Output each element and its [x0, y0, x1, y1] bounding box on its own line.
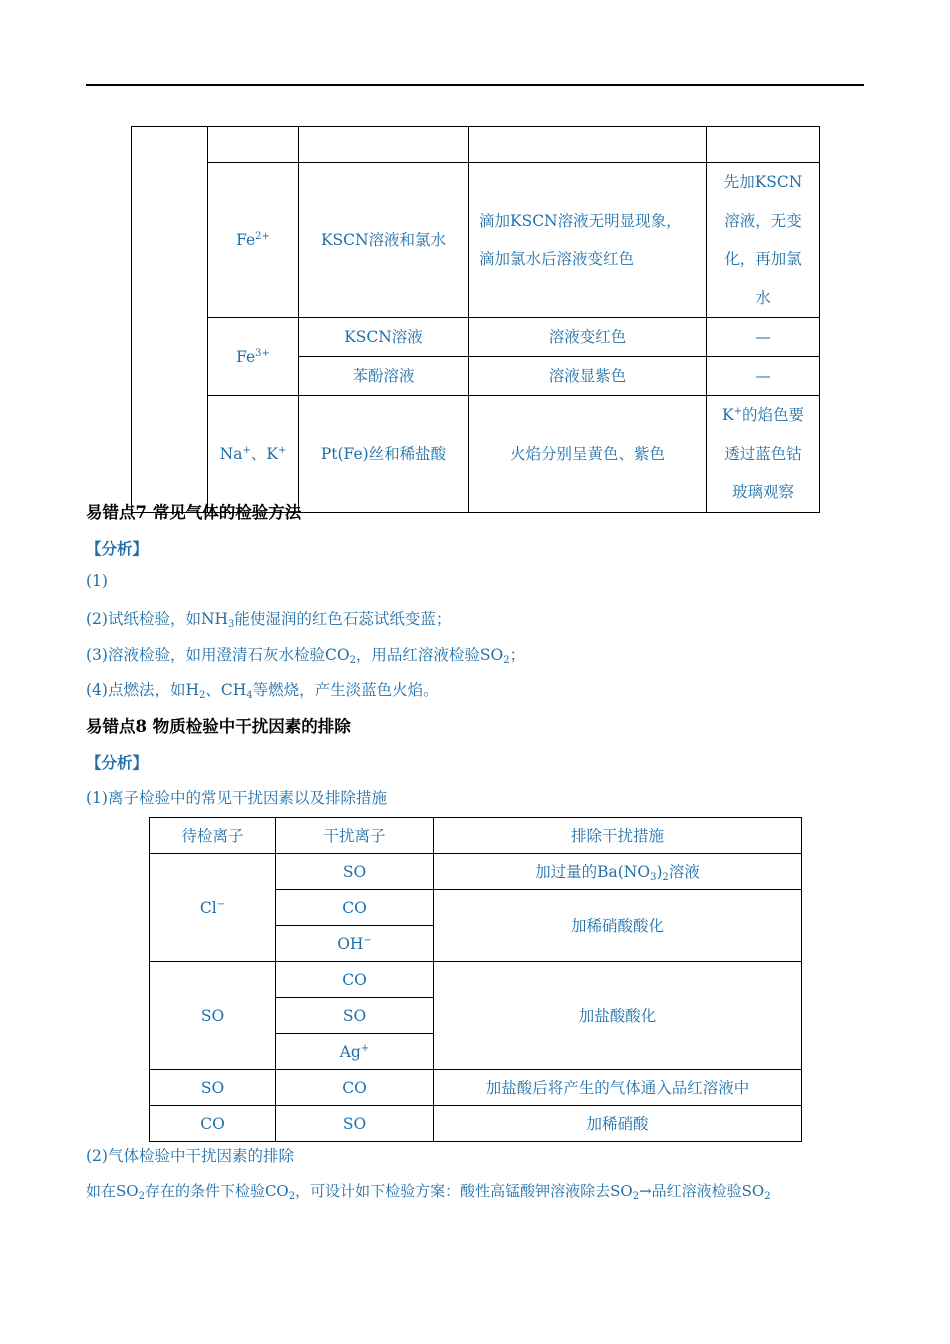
empty-cell — [707, 127, 820, 163]
column-header: 排除干扰措施 — [434, 818, 802, 854]
empty-cell — [208, 127, 299, 163]
note-cell: — — [707, 357, 820, 396]
paragraph: (4)点燃法，如$H_2$、$CH_4$等燃烧，产生淡蓝色火焰。 — [86, 681, 439, 701]
ion-test-table — [131, 126, 820, 513]
measure-cell: 加盐酸酸化 — [434, 962, 802, 1070]
note-cell: 先加KSCN溶液，无变化，再加氯水 — [707, 163, 820, 318]
analysis-label: 【分析】 — [86, 753, 149, 772]
column-header: 干扰离子 — [276, 818, 434, 854]
phenomenon-cell: 溶液变红色 — [469, 318, 707, 357]
target-ion-cell: SO — [150, 962, 276, 1070]
reagent-cell: 苯酚溶液 — [299, 357, 469, 396]
paragraph: (1)离子检验中的常见干扰因素以及排除措施 — [86, 789, 387, 807]
interfering-ion-cell: SO — [276, 854, 434, 890]
section-8-title: 易错点8 物质检验中干扰因素的排除 — [86, 717, 351, 736]
arrow-icon: → — [639, 1182, 652, 1200]
phenomenon-cell: 滴加KSCN溶液无明显现象， 滴加氯水后溶液变红色 — [469, 163, 707, 318]
header-rule — [86, 84, 864, 86]
analysis-label: 【分析】 — [86, 539, 149, 558]
column-header: 待检离子 — [150, 818, 276, 854]
ion-cell-fe3: $Fe^{3+}$ — [208, 318, 299, 396]
measure-cell: 加盐酸后将产生的气体通入品红溶液中 — [434, 1070, 802, 1106]
measure-cell: 加稀硝酸酸化 — [434, 890, 802, 962]
empty-cell — [299, 127, 469, 163]
interference-table — [149, 817, 802, 1142]
paragraph: (2)试纸检验，如$NH_3$能使湿润的红色石蕊试纸变蓝； — [86, 610, 452, 630]
section-7-title: 易错点7 常见气体的检验方法 — [86, 503, 302, 522]
paragraph: (3)溶液检验，如用澄清石灰水检验$CO_2$，用品红溶液检验$SO_2$； — [86, 646, 526, 666]
interfering-ion-cell: OH− — [276, 926, 434, 962]
interfering-ion-cell: SO — [276, 1106, 434, 1142]
category-cell — [132, 127, 208, 513]
phenomenon-cell: 火焰分别呈黄色、紫色 — [469, 396, 707, 513]
reagent-cell: KSCN溶液和氯水 — [299, 163, 469, 318]
paragraph: 如在$SO_2$存在的条件下检验$CO_2$，可设计如下检验方案：酸性高锰酸钾溶液除去$SO_2\to$品红溶液检验$SO_2$ — [86, 1182, 771, 1202]
paragraph: (1) — [86, 572, 108, 590]
phenomenon-cell: 溶液显紫色 — [469, 357, 707, 396]
interfering-ion-cell: CO — [276, 890, 434, 926]
target-ion-cell: Cl− — [150, 854, 276, 962]
interfering-ion-cell: CO — [276, 962, 434, 998]
note-cell: K+的焰色要透过蓝色钴玻璃观察 — [707, 396, 820, 513]
ion-cell-fe2: $Fe^{2+}$ — [208, 163, 299, 318]
reagent-cell: Pt(Fe)丝和稀盐酸 — [299, 396, 469, 513]
interfering-ion-cell: CO — [276, 1070, 434, 1106]
note-cell: — — [707, 318, 820, 357]
measure-cell: 加过量的$Ba(NO_3)_2$溶液 — [434, 854, 802, 890]
reagent-cell: KSCN溶液 — [299, 318, 469, 357]
target-ion-cell: CO — [150, 1106, 276, 1142]
target-ion-cell: SO — [150, 1070, 276, 1106]
measure-cell: 加稀硝酸 — [434, 1106, 802, 1142]
empty-cell — [469, 127, 707, 163]
ion-cell-na-k: Na+、K+ — [208, 396, 299, 513]
paragraph: (2)气体检验中干扰因素的排除 — [86, 1147, 294, 1165]
interfering-ion-cell: Ag+ — [276, 1034, 434, 1070]
interfering-ion-cell: SO — [276, 998, 434, 1034]
